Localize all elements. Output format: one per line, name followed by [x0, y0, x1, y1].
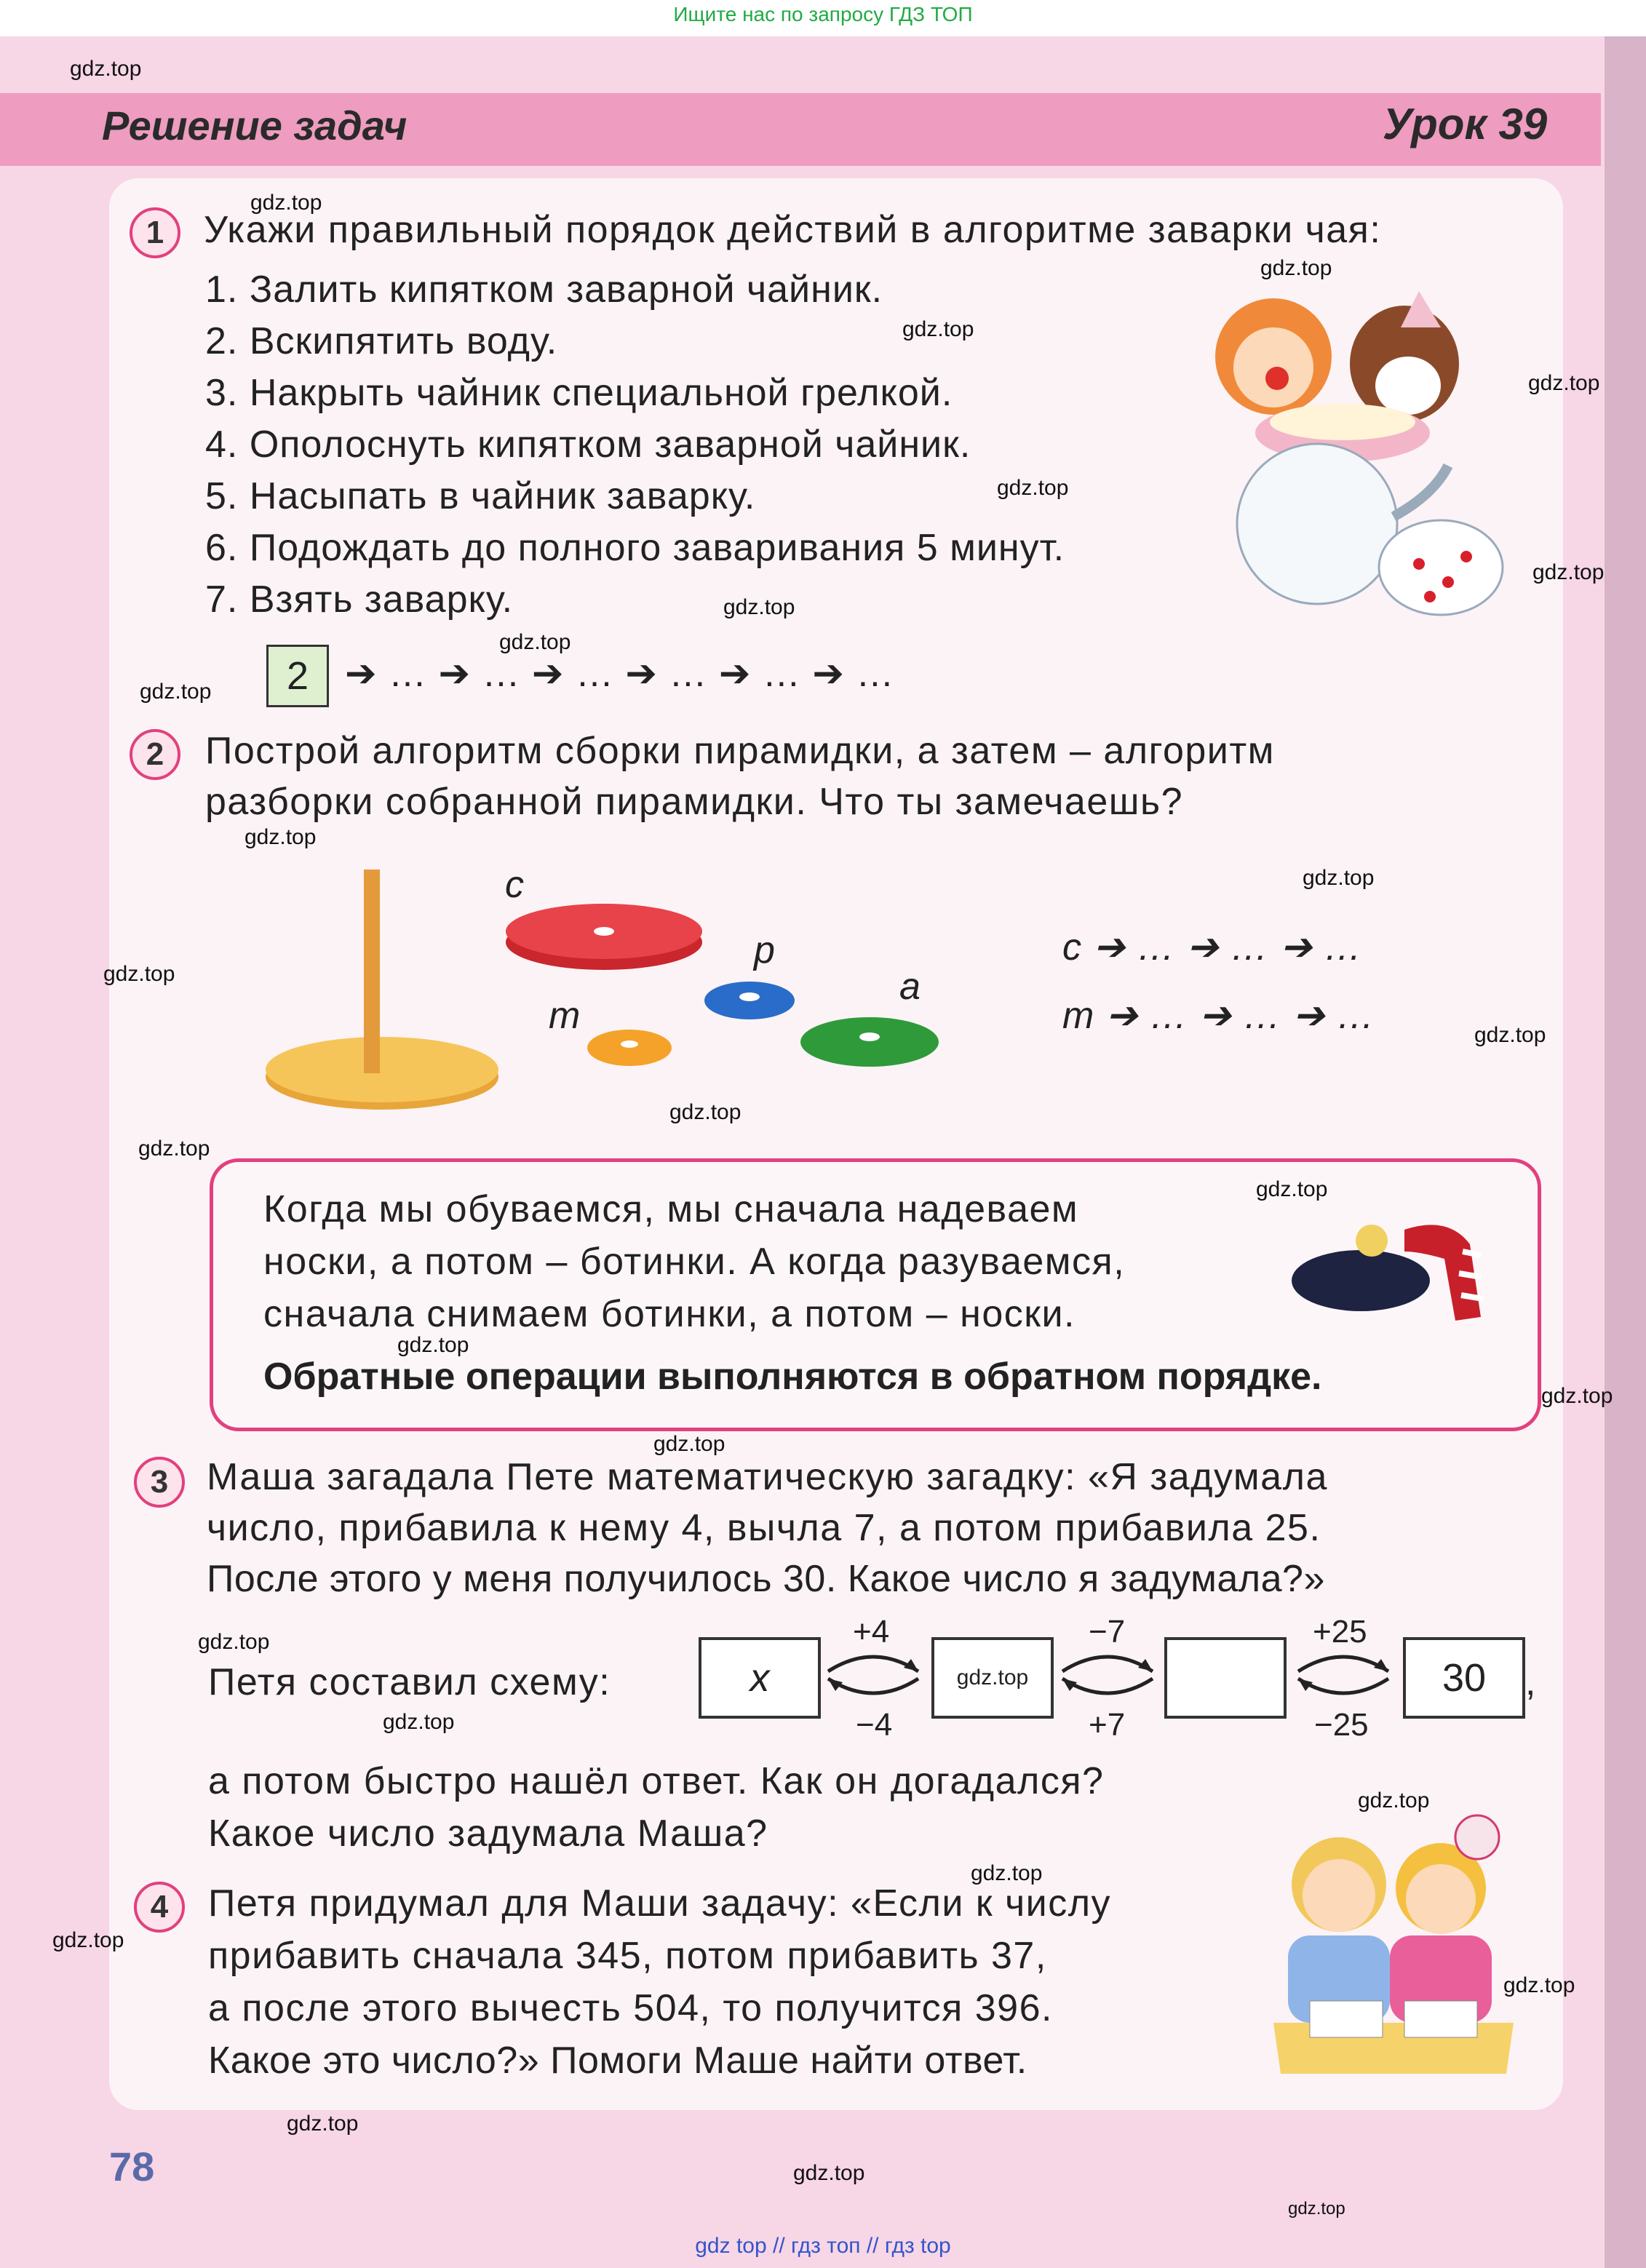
shoe: [1292, 1250, 1430, 1311]
ring-label-p: p: [754, 929, 776, 971]
watermark: gdz.top: [383, 1710, 455, 1734]
op-top-1: +4: [853, 1614, 890, 1650]
task-3-line: После этого у меня получилось 30. Какое число я задумала?»: [207, 1558, 1325, 1600]
pyramid-rod: [364, 870, 380, 1073]
cup-dot: [1460, 551, 1472, 562]
task-1-step: 1. Залить кипятком заварной чайник.: [205, 268, 883, 311]
arrow-head: [1374, 1659, 1388, 1671]
arrow-head: [1298, 1679, 1313, 1691]
watermark: gdz.top: [1288, 2199, 1345, 2219]
ring-hole: [739, 992, 760, 1001]
watermark: gdz.top: [52, 1928, 124, 1952]
op-top-2: −7: [1089, 1614, 1126, 1650]
watermark: gdz.top: [499, 630, 571, 654]
task-1-number: 1: [130, 207, 180, 258]
arrow-back: [828, 1679, 918, 1693]
cake-cream: [1270, 404, 1415, 440]
disassemble-sequence: m ➔ … ➔ … ➔ …: [1062, 995, 1375, 1037]
assemble-sequence: c ➔ … ➔ … ➔ …: [1062, 926, 1363, 968]
task-1-step: 7. Взять заварку.: [205, 578, 514, 621]
task-4-line: Какое это число?» Помоги Маше найти ответ.: [208, 2040, 1027, 2082]
rule-line: носки, а потом – ботинки. А когда разуваемся,: [263, 1241, 1126, 1283]
scheme-arrows-3: [1292, 1646, 1394, 1704]
watermark: gdz.top: [244, 825, 317, 849]
notebook: [1310, 2001, 1383, 2037]
task-3-line: Какое число задумала Маша?: [208, 1813, 768, 1855]
task-4-line: прибавить сначала 345, потом прибавить 37,: [208, 1935, 1047, 1977]
arrow-head: [904, 1659, 918, 1671]
task-1-step: 6. Подождать до полного заваривания 5 минут.: [205, 527, 1065, 569]
task-2-number: 2: [130, 729, 180, 780]
children-illustration: [1266, 1805, 1528, 2081]
tea-party-illustration: [1208, 276, 1521, 633]
teapot-spout: [1393, 466, 1448, 517]
pyramid-base-top: [266, 1037, 498, 1102]
scheme-box-x: x: [699, 1637, 821, 1719]
scheme-arrows-2: [1057, 1646, 1158, 1704]
ring-hole: [594, 927, 614, 936]
scheme-comma: ,: [1525, 1661, 1537, 1703]
lesson-label: Урок 39: [1383, 100, 1548, 148]
task-1-start-box: 2: [266, 645, 329, 707]
page-title: Решение задач: [102, 103, 407, 148]
task-3-line: число, прибавила к нему 4, вычла 7, а потом прибавила 25.: [207, 1507, 1321, 1549]
task-4-line: Петя придумал для Маши задачу: «Если к числу: [208, 1882, 1112, 1925]
task-1-prompt: Укажи правильный порядок действий в алгоритме заварки чая:: [204, 209, 1382, 251]
scheme-box-result: 30: [1403, 1637, 1525, 1719]
cup-dot: [1442, 576, 1454, 588]
task-3-number: 3: [134, 1457, 185, 1508]
watermark: gdz.top: [70, 57, 142, 81]
arrow-back: [1062, 1679, 1153, 1693]
watermark: gdz.top: [669, 1100, 742, 1124]
ring-label-a: a: [899, 966, 921, 1008]
task-2-line: Построй алгоритм сборки пирамидки, а затем – алгоритм: [205, 730, 1275, 772]
scheme-box-3[interactable]: [1164, 1637, 1287, 1719]
cup-dot: [1424, 591, 1436, 602]
ring-hole: [859, 1032, 880, 1041]
watermark: gdz.top: [397, 1333, 469, 1357]
watermark: gdz.top: [971, 1861, 1043, 1885]
page-edge-strip: [1605, 0, 1646, 2268]
op-bottom-1: −4: [856, 1707, 893, 1743]
watermark: gdz.top: [198, 1630, 270, 1654]
watermark: gdz.top: [1358, 1788, 1430, 1813]
watermark: gdz.top: [1528, 371, 1600, 395]
task-1-step: 3. Накрыть чайник специальной грелкой.: [205, 372, 953, 414]
task-3-line: а потом быстро нашёл ответ. Как он догадался?: [208, 1760, 1105, 1802]
scheme-box-2: gdz.top: [931, 1637, 1054, 1719]
task-3-line: Маша загадала Пете математическую загадку: «Я задумала: [207, 1456, 1328, 1498]
watermark: gdz.top: [140, 680, 212, 704]
ring-hole: [621, 1041, 638, 1048]
arrow-head: [1138, 1659, 1153, 1671]
arrow-forward: [828, 1657, 918, 1671]
page-number: 78: [109, 2144, 155, 2189]
watermark: gdz.top: [1474, 1023, 1546, 1047]
top-banner-text[interactable]: Ищите нас по запросу ГДЗ ТОП: [673, 3, 973, 25]
dog-muzzle: [1375, 357, 1441, 415]
teacup: [1379, 520, 1503, 615]
watermark: gdz.top: [902, 317, 974, 341]
task-4-line: а после этого вычесть 504, то получится 396.: [208, 1987, 1053, 2029]
watermark: gdz.top: [653, 1432, 725, 1456]
op-bottom-3: −25: [1314, 1707, 1369, 1743]
rule-line: Когда мы обуваемся, мы сначала надеваем: [263, 1188, 1079, 1230]
watermark: gdz.top: [250, 191, 322, 215]
watermark: gdz.top: [1303, 866, 1375, 890]
arrow-head: [828, 1679, 843, 1691]
ring-label-c: c: [505, 864, 525, 906]
watermark: gdz.top: [1532, 560, 1605, 584]
arrow-head: [1062, 1679, 1077, 1691]
rule-bold: Обратные операции выполняются в обратном порядке.: [263, 1356, 1322, 1398]
watermark: gdz.top: [138, 1137, 210, 1161]
scheme-arrows-1: [822, 1646, 924, 1704]
bottom-links[interactable]: gdz top // гдз топ // гдз top: [695, 2234, 951, 2258]
scheme-label: Петя составил схему:: [208, 1661, 611, 1703]
ring-label-m: m: [549, 995, 581, 1037]
arrow-forward: [1062, 1657, 1153, 1671]
watermark: gdz.top: [287, 2112, 359, 2136]
op-top-3: +25: [1313, 1614, 1367, 1650]
watermark: gdz.top: [723, 595, 795, 619]
arrow-back: [1298, 1679, 1388, 1693]
watermark: gdz.top: [1260, 256, 1332, 280]
task-2-line: разборки собранной пирамидки. Что ты замечаешь?: [205, 781, 1183, 823]
task-1-step: 4. Ополоснуть кипятком заварной чайник.: [205, 423, 971, 466]
rule-line: сначала снимаем ботинки, а потом – носки.: [263, 1293, 1076, 1335]
watermark: gdz.top: [1541, 1384, 1613, 1408]
girl-bow: [1455, 1815, 1499, 1859]
watermark: gdz.top: [793, 2161, 865, 2185]
watermark: gdz.top: [997, 476, 1069, 500]
task-1-step: 5. Насыпать в чайник заварку.: [205, 475, 756, 517]
clown-nose: [1265, 367, 1289, 390]
pompom: [1356, 1225, 1388, 1257]
shoes-socks-illustration: [1288, 1201, 1499, 1332]
task-1-sequence: ➔ … ➔ … ➔ … ➔ … ➔ … ➔ …: [345, 653, 895, 695]
watermark: gdz.top: [1503, 1973, 1575, 1997]
arrow-forward: [1298, 1657, 1388, 1671]
watermark: gdz.top: [1256, 1177, 1328, 1201]
task-1-step: 2. Вскипятить воду.: [205, 320, 558, 362]
op-bottom-2: +7: [1089, 1707, 1126, 1743]
pyramid-illustration: [262, 859, 975, 1128]
task-4-number: 4: [134, 1882, 185, 1933]
ring-a: [800, 1017, 939, 1067]
girl-face: [1406, 1864, 1476, 1934]
teapot: [1237, 444, 1397, 604]
boy-face: [1303, 1859, 1375, 1932]
cup-dot: [1413, 558, 1425, 570]
notebook: [1404, 2001, 1477, 2037]
watermark: gdz.top: [103, 962, 175, 986]
